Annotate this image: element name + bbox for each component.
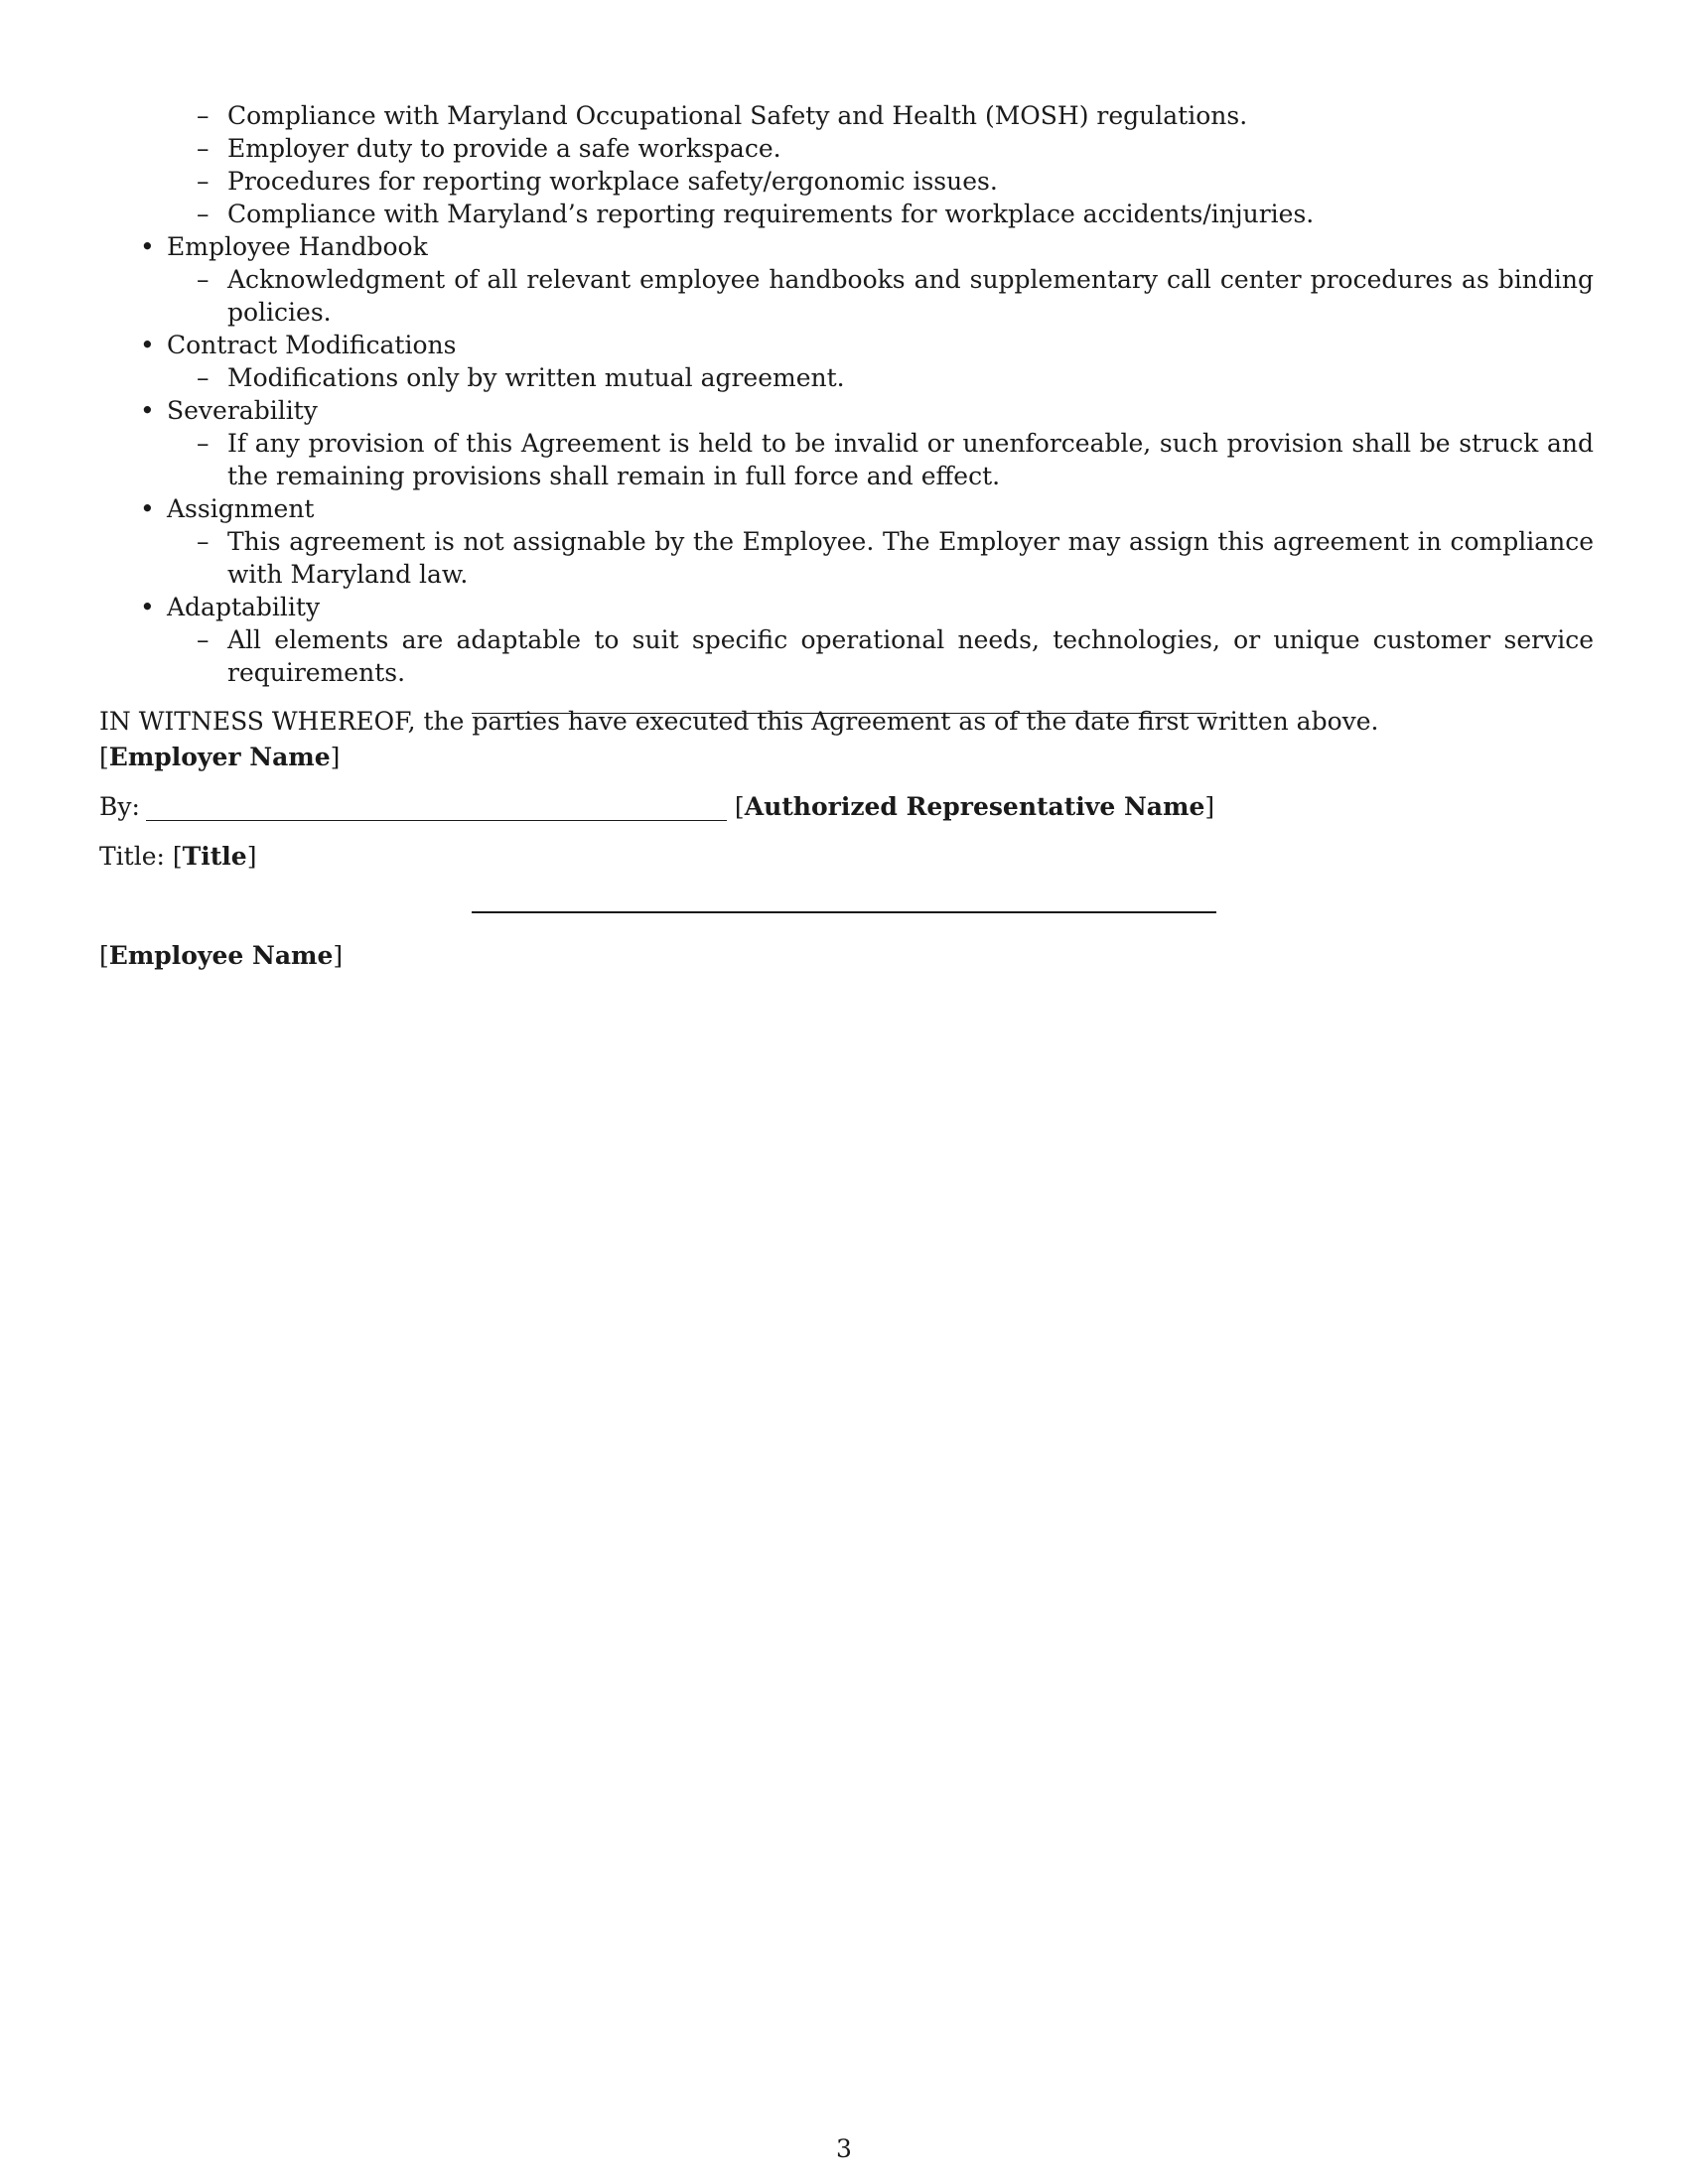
- list-item: [167, 623, 1594, 689]
- list-item: [167, 263, 1594, 329]
- section-contract-modifications: [99, 329, 1594, 394]
- open-bracket: [: [99, 941, 109, 970]
- witness-clause: IN WITNESS WHEREOF, the parties have executed this Agreement as of the date first written above.: [99, 707, 1379, 736]
- list-item-text: Procedures for reporting workplace safety/ergonomic issues.: [227, 167, 998, 196]
- section-title: Contract Modifications: [167, 331, 457, 359]
- employer-name: [99, 741, 340, 773]
- list-item: [99, 165, 1594, 198]
- section-title: Severability: [167, 396, 318, 425]
- by-row: [99, 790, 1214, 823]
- dash-marker: –: [197, 200, 210, 228]
- by-label: By:: [99, 792, 140, 821]
- by-signature-line: [146, 790, 727, 821]
- close-bracket: ]: [246, 842, 257, 871]
- dash-marker: –: [197, 134, 210, 163]
- section-severability: [99, 394, 1594, 492]
- title-label: Title:: [99, 842, 165, 871]
- dash-marker: –: [197, 363, 210, 392]
- list-item: [167, 427, 1594, 492]
- list-item-text: Acknowledgment of all relevant employee handbooks and supplementary call center procedures as binding policies.: [227, 265, 1594, 327]
- list-item-text: All elements are adaptable to suit specific operational needs, technologies, or unique customer service requirements.: [227, 625, 1594, 687]
- dash-marker: –: [197, 167, 210, 196]
- section-adaptability: [99, 591, 1594, 689]
- list-item: [99, 132, 1594, 165]
- dash-marker: –: [197, 101, 210, 130]
- dash-marker: –: [197, 527, 210, 556]
- open-bracket: [: [99, 743, 109, 771]
- list-item: [99, 99, 1594, 132]
- title-row: [99, 840, 256, 873]
- list-item-text: Modifications only by written mutual agreement.: [227, 363, 845, 392]
- section-assignment: [99, 492, 1594, 591]
- employee-name-placeholder: Employee Name: [108, 941, 334, 970]
- document-page: [99, 99, 1594, 970]
- employer-name-placeholder: Employer Name: [108, 743, 331, 771]
- page-number: 3: [836, 2134, 852, 2163]
- bullet-marker: •: [140, 396, 155, 425]
- list-item-text: This agreement is not assignable by the Employee. The Employer may assign this agreement in compliance with Maryland law.: [227, 527, 1594, 589]
- close-bracket: ]: [333, 941, 344, 970]
- list-item: [167, 525, 1594, 591]
- dash-marker: –: [197, 625, 210, 654]
- bullet-marker: •: [140, 494, 155, 523]
- list-item-text: If any provision of this Agreement is held to be invalid or unenforceable, such provision shall be struck and the remaining provisions shall remain in full force and effect.: [227, 429, 1594, 490]
- list-item-text: Compliance with Maryland Occupational Safety and Health (MOSH) regulations.: [227, 101, 1248, 130]
- list-item: [167, 361, 1594, 394]
- bullet-marker: •: [140, 331, 155, 359]
- title-placeholder: Title: [182, 842, 247, 871]
- employee-signature-line: [472, 911, 1216, 913]
- section-title: Employee Handbook: [167, 232, 428, 261]
- bullet-marker: •: [140, 593, 155, 621]
- section-employee-handbook: [99, 230, 1594, 329]
- employee-name: [99, 939, 343, 972]
- close-bracket: ]: [330, 743, 341, 771]
- bullet-marker: •: [140, 232, 155, 261]
- section-title: Assignment: [167, 494, 315, 523]
- intro-sub-list: [99, 99, 1594, 230]
- dash-marker: –: [197, 429, 210, 458]
- list-item-text: Employer duty to provide a safe workspace.: [227, 134, 781, 163]
- employer-signature-line: [472, 713, 1216, 714]
- open-bracket: [: [172, 842, 183, 871]
- representative-name-placeholder: Authorized Representative Name: [744, 792, 1205, 821]
- open-bracket: [: [734, 792, 745, 821]
- list-item-text: Compliance with Maryland’s reporting requirements for workplace accidents/injuries.: [227, 200, 1315, 228]
- list-item: [99, 198, 1594, 230]
- close-bracket: ]: [1204, 792, 1215, 821]
- dash-marker: –: [197, 265, 210, 294]
- section-title: Adaptability: [167, 593, 321, 621]
